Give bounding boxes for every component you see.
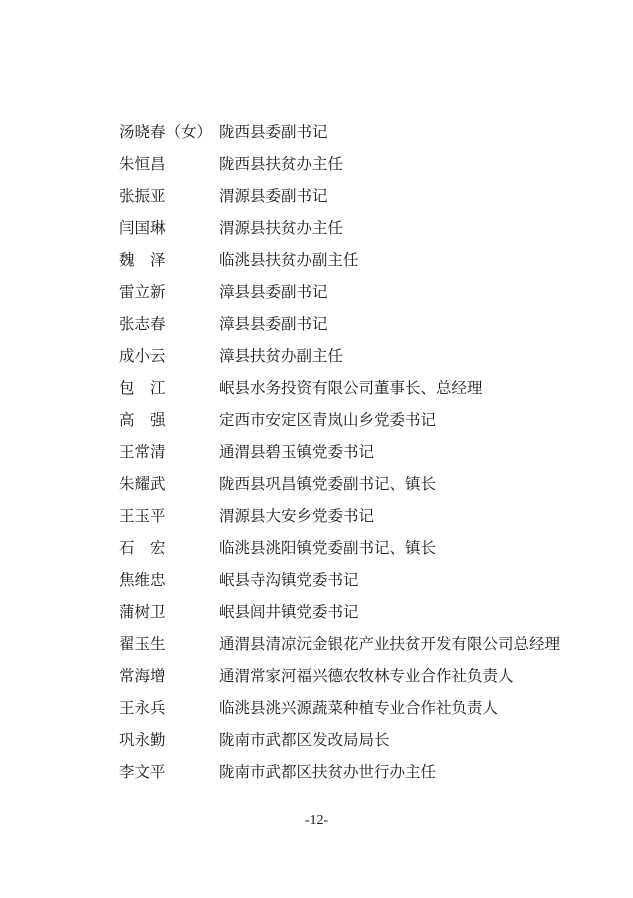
list-item (119, 660, 589, 692)
person-title: 漳县县委副书记 (219, 283, 328, 301)
list-item (119, 404, 589, 436)
person-title: 岷县闾井镇党委书记 (219, 603, 359, 621)
person-name: 巩永勤 (119, 731, 166, 749)
list-item (119, 756, 589, 788)
person-name: 成小云 (119, 347, 166, 365)
list-item (119, 308, 589, 340)
list-item (119, 212, 589, 244)
person-title: 陇西县扶贫办主任 (219, 155, 344, 173)
list-item (119, 724, 589, 756)
person-title: 临洮县扶贫办副主任 (219, 251, 359, 269)
person-name: 石 宏 (119, 539, 166, 557)
person-title: 漳县县委副书记 (219, 315, 328, 333)
person-name: 蒲树卫 (119, 603, 166, 621)
person-title: 通渭常家河福兴德农牧林专业合作社负责人 (219, 667, 514, 685)
person-name: 焦维忠 (119, 571, 166, 589)
person-title: 渭源县大安乡党委书记 (219, 507, 375, 525)
person-name: 王常清 (119, 443, 166, 461)
person-name: 包 江 (119, 379, 166, 397)
list-item (119, 468, 589, 500)
list-item (119, 436, 589, 468)
person-title: 临洮县洮兴源蔬菜种植专业合作社负责人 (219, 699, 499, 717)
list-item (119, 596, 589, 628)
person-title: 定西市安定区青岚山乡党委书记 (219, 411, 437, 429)
page-number: -12- (304, 813, 329, 828)
person-name: 王永兵 (119, 699, 166, 717)
list-item (119, 180, 589, 212)
person-name: 翟玉生 (119, 635, 166, 653)
person-name: 李文平 (119, 763, 166, 781)
person-name: 张振亚 (119, 187, 166, 205)
list-item (119, 116, 589, 148)
list-item (119, 628, 589, 660)
person-name: 高 强 (119, 411, 166, 429)
personnel-list (119, 116, 589, 788)
person-title: 岷县寺沟镇党委书记 (219, 571, 359, 589)
list-item (119, 148, 589, 180)
person-name: 朱耀武 (119, 475, 166, 493)
list-item (119, 244, 589, 276)
list-item (119, 692, 589, 724)
person-title: 陇西县巩昌镇党委副书记、镇长 (219, 475, 437, 493)
person-title: 漳县扶贫办副主任 (219, 347, 344, 365)
person-title: 岷县水务投资有限公司董事长、总经理 (219, 379, 483, 397)
person-name: 王玉平 (119, 507, 166, 525)
person-title: 临洮县洮阳镇党委副书记、镇长 (219, 539, 437, 557)
person-title: 陇西县委副书记 (219, 123, 328, 141)
person-name: 张志春 (119, 315, 166, 333)
list-item (119, 564, 589, 596)
person-title: 渭源县扶贫办主任 (219, 219, 344, 237)
person-title: 陇南市武都区发改局局长 (219, 731, 390, 749)
person-name: 闫国琳 (119, 219, 166, 237)
list-item (119, 532, 589, 564)
list-item (119, 276, 589, 308)
list-item (119, 372, 589, 404)
person-title: 通渭县碧玉镇党委书记 (219, 443, 375, 461)
list-item (119, 500, 589, 532)
person-name: 朱恒昌 (119, 155, 166, 173)
person-name: 魏 泽 (119, 251, 166, 269)
person-name: 雷立新 (119, 283, 166, 301)
person-title: 渭源县委副书记 (219, 187, 328, 205)
person-title: 通渭县清凉沅金银花产业扶贫开发有限公司总经理 (219, 635, 561, 653)
person-name: 汤晓春（女） (119, 123, 213, 141)
list-item (119, 340, 589, 372)
person-title: 陇南市武都区扶贫办世行办主任 (219, 763, 437, 781)
person-name: 常海增 (119, 667, 166, 685)
